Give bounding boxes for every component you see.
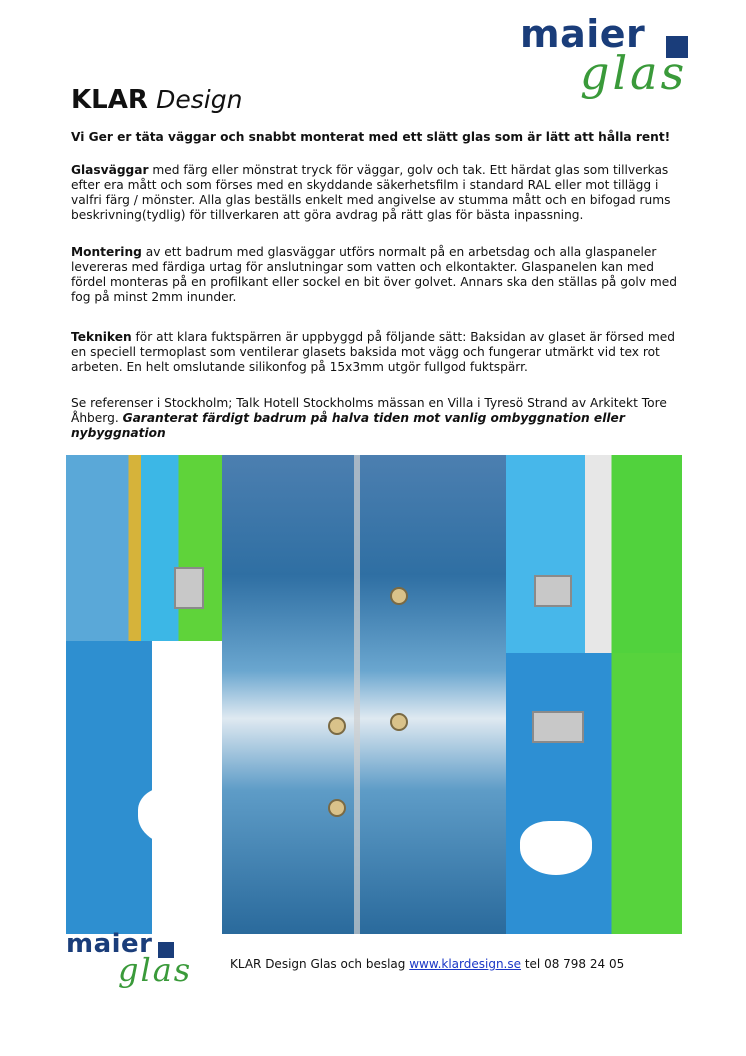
paragraph-heading: Montering	[71, 245, 142, 259]
flush-plate-icon	[534, 575, 572, 607]
footer-contact	[230, 957, 624, 972]
logo-glas-text: glas	[580, 46, 688, 100]
shower-jet-icon	[390, 587, 408, 605]
title-italic: Design	[156, 85, 243, 114]
references-emphasis: Garanterat färdigt badrum på halva tiden mot vanlig ombyggnation eller nybyggnation	[71, 411, 625, 440]
title-bold: KLAR	[71, 85, 148, 115]
photo-shower-room	[506, 455, 682, 653]
photo-toilet-glass-wall	[506, 653, 682, 934]
paragraph-heading: Glasväggar	[71, 163, 149, 177]
toilet-icon	[138, 786, 218, 846]
paragraph-body: med färg eller mönstrat tryck för väggar, golv och tak. Ett härdat glas som tillverkas efter era mått och som förses med en skyddande säkerhetsfilm i standard RAL eller mot tillägg i valfri färg / mönster. Alla glas beställs enkelt med angivelse av stumma mått och en bifogad rums beskrivning(tydlig) för tillverkaren att göra avdrag på rätt glas för bästa inpassning.	[71, 163, 671, 222]
paragraph-tekniken	[71, 330, 681, 375]
photo-wave-shower-panel	[222, 455, 506, 934]
toilet-icon	[520, 821, 592, 875]
paragraph-heading: Tekniken	[71, 330, 132, 344]
shower-jet-icon	[390, 713, 408, 731]
footer-phone: tel 08 798 24 05	[521, 957, 625, 971]
photo-sink-toilet	[66, 641, 222, 934]
paragraph-montering	[71, 245, 681, 305]
flush-plate-icon	[532, 711, 584, 743]
lead-text: Vi Ger er täta väggar och snabbt monterat med ett slätt glas som är lätt att hålla rent!	[71, 130, 671, 144]
flush-plate-icon	[174, 567, 204, 609]
page-title	[71, 84, 242, 116]
bathroom-photo-collage	[66, 455, 682, 934]
logo-glas-text: glas	[118, 951, 193, 989]
maier-glas-logo-bottom	[66, 930, 206, 1000]
photo-shower-corner	[66, 455, 222, 641]
references-text: Se referenser i Stockholm; Talk Hotell Stockholms mässan en Villa i Tyresö Strand av Arkitekt Tore Åhberg.	[71, 396, 667, 425]
references-paragraph	[71, 396, 681, 441]
maier-glas-logo-top	[520, 14, 720, 106]
website-link[interactable]: www.klardesign.se	[409, 957, 522, 971]
logo-wordmark: maier	[66, 929, 153, 959]
shower-jet-icon	[328, 799, 346, 817]
logo-wordmark: maier	[520, 12, 646, 56]
shower-rod-icon	[354, 455, 360, 934]
shower-jet-icon	[328, 717, 346, 735]
paragraph-glasvaggar	[71, 163, 681, 223]
paragraph-body: av ett badrum med glasväggar utförs normalt på en arbetsdag och alla glaspaneler levereras med färdiga urtag för anslutningar som vatten och elkontakter. Glaspanelen kan med fördel monteras på en profilkant eller sockel en bit över golvet. Annars ska den ställas på golv med fog på minst 2mm inunder.	[71, 245, 677, 304]
paragraph-body: för att klara fuktspärren är uppbyggd på följande sätt: Baksidan av glaset är försed med en speciell termoplast som ventilerar glasets baksida mot vägg och fungerar utmärkt vid tex rot arbeten. En helt omslutande silikonfog på 15x3mm utgör fullgod fuktspärr.	[71, 330, 675, 374]
footer-prefix: KLAR Design Glas och beslag	[230, 957, 410, 971]
